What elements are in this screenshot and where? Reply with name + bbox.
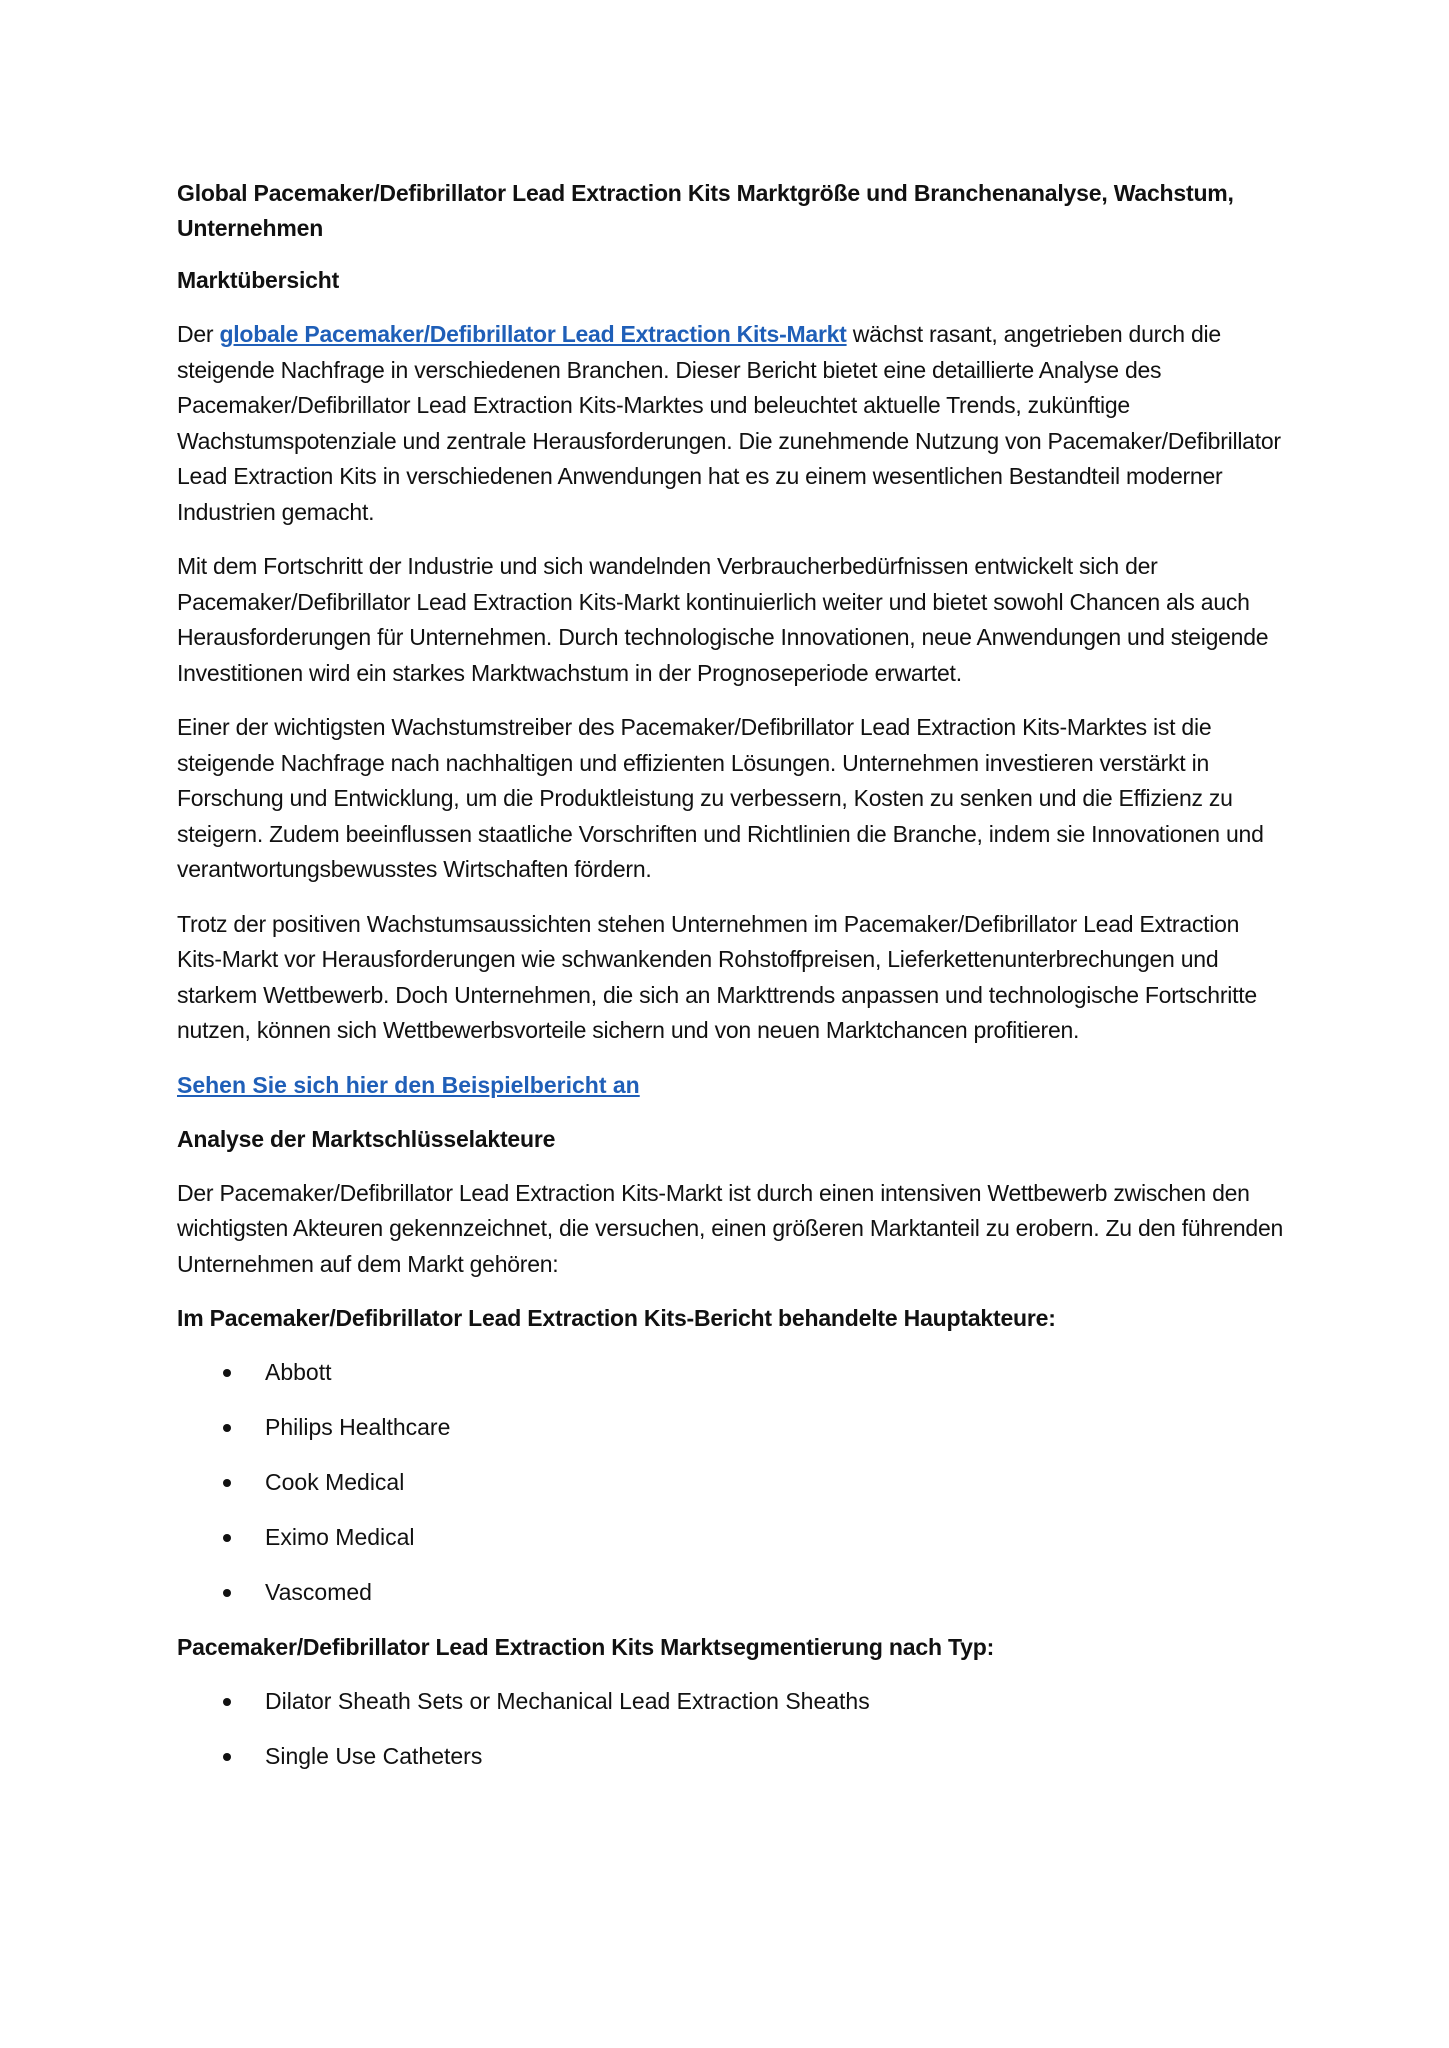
- list-item: [177, 1739, 1287, 1774]
- players-heading: Analyse der Marktschlüsselakteure: [177, 1125, 556, 1152]
- list-item: [177, 1575, 1287, 1610]
- overview-heading: Marktübersicht: [177, 267, 340, 293]
- global-market-link[interactable]: globale Pacemaker/Defibrillator Lead Extraction Kits-Markt: [219, 321, 847, 347]
- segmentation-heading: Pacemaker/Defibrillator Lead Extraction Kits Marktsegmentierung nach Typ:: [177, 1634, 995, 1660]
- list-item-label: Dilator Sheath Sets or Mechanical Lead Extraction Sheaths: [265, 1688, 870, 1714]
- bullet-icon: [223, 1424, 231, 1432]
- paragraph-intro: [177, 317, 1287, 530]
- list-item-label: Single Use Catheters: [265, 1743, 483, 1769]
- document-page: [177, 176, 1287, 1794]
- list-item-label: Vascomed: [265, 1579, 372, 1605]
- bullet-icon: [223, 1753, 231, 1761]
- list-item: [177, 1520, 1287, 1555]
- list-item: [177, 1684, 1287, 1719]
- list-item-label: Cook Medical: [265, 1469, 405, 1495]
- sample-report-link[interactable]: Sehen Sie sich hier den Beispielbericht an: [177, 1071, 640, 1098]
- list-item: [177, 1465, 1287, 1500]
- paragraph-challenges: Trotz der positiven Wachstumsaussichten stehen Unternehmen im Pacemaker/Defibrillator Lead Extraction Kits-Markt vor Herausforderungen wie schwankenden Rohstoffpreisen, Lieferkettenunterbrechungen und starkem Wettbewerb. Doch Unternehmen, die sich an Markttrends anpassen und technologische Fortschritte nutzen, können sich Wettbewerbsvorteile sichern und von neuen Marktchancen profitieren.: [177, 910, 1257, 1043]
- bullet-icon: [223, 1698, 231, 1706]
- key-players-heading: Im Pacemaker/Defibrillator Lead Extraction Kits-Bericht behandelte Hauptakteure:: [177, 1305, 1056, 1331]
- document-title: Global Pacemaker/Defibrillator Lead Extraction Kits Marktgröße und Branchenanalyse, Wachstum, Unternehmen: [177, 180, 1234, 241]
- paragraph-intro-suffix: wächst rasant, angetrieben durch die steigende Nachfrage in verschiedenen Branchen. Dieser Bericht bietet eine detaillierte Analyse des Pacemaker/Defibrillator Lead Extraction Kits-Marktes und beleuchtet aktuelle Trends, zukünftige Wachstumspotenziale und zentrale Herausforderungen. Die zunehmende Nutzung von Pacemaker/Defibrillator Lead Extraction Kits in verschiedenen Anwendungen hat es zu einem wesentlichen Bestandteil moderner Industrien gemacht.: [177, 321, 1281, 525]
- paragraph-intro-prefix: Der: [177, 321, 220, 347]
- segments-by-type-list: [177, 1684, 1287, 1774]
- paragraph-growth-drivers: Einer der wichtigsten Wachstumstreiber des Pacemaker/Defibrillator Lead Extraction Kits-Marktes ist die steigende Nachfrage nach nachhaltigen und effizienten Lösungen. Unternehmen investieren verstärkt in Forschung und Entwicklung, um die Produktleistung zu verbessern, Kosten zu senken und die Effizienz zu steigern. Zudem beeinflussen staatliche Vorschriften und Richtlinien die Branche, indem sie Innovationen und verantwortungsbewusstes Wirtschaften fördern.: [177, 714, 1264, 882]
- list-item-label: Abbott: [265, 1359, 332, 1385]
- list-item-label: Philips Healthcare: [265, 1414, 451, 1440]
- sample-report-link-line: [177, 1068, 1287, 1103]
- bullet-icon: [223, 1534, 231, 1542]
- paragraph-competition: Der Pacemaker/Defibrillator Lead Extraction Kits-Markt ist durch einen intensiven Wettbewerb zwischen den wichtigsten Akteuren gekennzeichnet, die versuchen, einen größeren Marktanteil zu erobern. Zu den führenden Unternehmen auf dem Markt gehören:: [177, 1179, 1284, 1277]
- paragraph-industry-progress: Mit dem Fortschritt der Industrie und sich wandelnden Verbraucherbedürfnissen entwickelt sich der Pacemaker/Defibrillator Lead Extraction Kits-Markt kontinuierlich weiter und bietet sowohl Chancen als auch Herausforderungen für Unternehmen. Durch technologische Innovationen, neue Anwendungen und steigende Investitionen wird ein starkes Marktwachstum in der Prognoseperiode erwartet.: [177, 553, 1269, 686]
- bullet-icon: [223, 1479, 231, 1487]
- list-item-label: Eximo Medical: [265, 1524, 415, 1550]
- key-players-list: [177, 1355, 1287, 1610]
- bullet-icon: [223, 1369, 231, 1377]
- list-item: [177, 1410, 1287, 1445]
- bullet-icon: [223, 1589, 231, 1597]
- list-item: [177, 1355, 1287, 1390]
